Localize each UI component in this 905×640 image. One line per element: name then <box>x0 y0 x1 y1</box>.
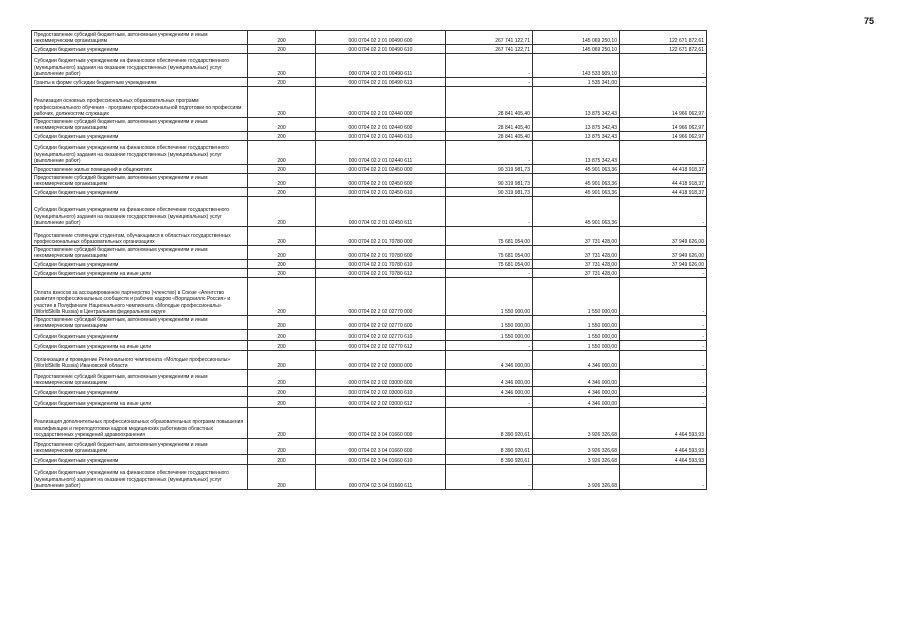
row-classification: 000 0704 02 3 04 01660 600 <box>316 439 446 455</box>
row-name: Субсидии бюджетным учреждениям на финансовое обеспечение государственного (муниципального) задания на оказание государственных (муниципальных) услуг (выполнение работ) <box>32 465 248 490</box>
row-code: 200 <box>248 141 316 165</box>
row-name: Субсидии бюджетным учреждениям <box>32 132 248 141</box>
row-value-executed: 145 069 250,10 <box>533 45 620 54</box>
row-classification: 000 0704 02 3 04 01660 000 <box>316 408 446 439</box>
table-row <box>32 118 707 132</box>
table-row <box>32 141 707 165</box>
table-row <box>32 465 707 490</box>
row-name: Оплата взносов за ассоциированное партнерство (членство) в Союзе «Агентство развития профессиональных сообществ и рабочих кадров «Ворлдскиллс Россия» и участие в Полуфинале Национального чемпионата «Молодые профессионалы» (WorldSkills Russia) в Центральном федеральном округе <box>32 278 248 316</box>
row-value-remaining: - <box>620 269 707 278</box>
row-value-remaining: 37 949 626,00 <box>620 227 707 246</box>
row-value-executed: 45 901 063,36 <box>533 188 620 197</box>
row-value-approved: 90 319 981,73 <box>446 188 533 197</box>
row-name: Предоставление субсидий бюджетным, автономным учреждениям и иным некоммерческим организациям <box>32 174 248 188</box>
row-code: 200 <box>248 165 316 174</box>
row-name: Предоставление субсидий бюджетным, автономным учреждениям и иным некоммерческим организациям <box>32 118 248 132</box>
table-row <box>32 197 707 227</box>
row-code: 200 <box>248 341 316 351</box>
row-value-remaining: - <box>620 78 707 87</box>
table-row <box>32 78 707 87</box>
row-name: Субсидии бюджетным учреждениям на иные цели <box>32 341 248 351</box>
table-row <box>32 227 707 246</box>
row-value-remaining: 122 671 872,61 <box>620 45 707 54</box>
row-value-remaining: 14 966 062,97 <box>620 87 707 118</box>
row-value-remaining: 44 418 918,37 <box>620 188 707 197</box>
row-classification: 000 0704 02 2 01 02450 600 <box>316 174 446 188</box>
row-name: Субсидии бюджетным учреждениям <box>32 455 248 465</box>
row-name: Предоставление субсидий бюджетным, автономным учреждениям и иным некоммерческим организациям <box>32 246 248 260</box>
row-classification: 000 0704 02 3 04 01660 611 <box>316 465 446 490</box>
row-name: Субсидии бюджетным учреждениям <box>32 45 248 54</box>
budget-table-body <box>32 31 707 490</box>
row-value-executed: 13 875 342,43 <box>533 118 620 132</box>
row-value-approved: 8 390 920,61 <box>446 408 533 439</box>
row-code: 200 <box>248 397 316 408</box>
row-value-remaining: - <box>620 141 707 165</box>
row-classification: 000 0704 02 2 02 03000 612 <box>316 397 446 408</box>
row-classification: 000 0704 02 2 01 70780 000 <box>316 227 446 246</box>
row-value-executed: 37 731 428,00 <box>533 269 620 278</box>
row-name: Субсидии бюджетным учреждениям на иные цели <box>32 269 248 278</box>
row-name: Предоставление субсидий бюджетным, автономным учреждениям и иным некоммерческим организациям <box>32 370 248 387</box>
row-value-executed: 37 731 428,00 <box>533 227 620 246</box>
row-value-executed: 1 550 000,00 <box>533 278 620 316</box>
row-code: 200 <box>248 370 316 387</box>
row-value-approved: 4 346 000,00 <box>446 387 533 397</box>
row-value-remaining: - <box>620 465 707 490</box>
row-classification: 000 0704 02 2 01 00490 613 <box>316 78 446 87</box>
row-classification: 000 0704 02 2 02 02770 000 <box>316 278 446 316</box>
row-code: 200 <box>248 246 316 260</box>
row-code: 200 <box>248 260 316 269</box>
row-code: 200 <box>248 269 316 278</box>
table-row <box>32 260 707 269</box>
row-name: Предоставление субсидий бюджетным, автономным учреждениям и иным некоммерческим организациям <box>32 316 248 330</box>
row-value-remaining: 4 464 593,93 <box>620 408 707 439</box>
row-value-remaining: 37 949 626,00 <box>620 246 707 260</box>
row-value-remaining: 4 464 593,93 <box>620 439 707 455</box>
row-code: 200 <box>248 408 316 439</box>
row-value-approved: 4 346 000,00 <box>446 351 533 370</box>
row-name: Субсидии бюджетным учреждениям <box>32 260 248 269</box>
table-row <box>32 370 707 387</box>
row-code: 200 <box>248 227 316 246</box>
row-value-executed: 4 346 000,00 <box>533 351 620 370</box>
page-number: 75 <box>864 16 875 26</box>
row-name: Организация и проведение Регионального чемпионата «Молодые профессионалы» (WorldSkills Russia) Ивановской области <box>32 351 248 370</box>
table-row <box>32 87 707 118</box>
table-row <box>32 408 707 439</box>
row-code: 200 <box>248 188 316 197</box>
row-value-approved: - <box>446 269 533 278</box>
row-code: 200 <box>248 455 316 465</box>
table-row <box>32 132 707 141</box>
row-name: Субсидии бюджетным учреждениям на иные цели <box>32 397 248 408</box>
table-row <box>32 397 707 408</box>
row-value-executed: 145 069 250,10 <box>533 31 620 45</box>
row-value-executed: 4 346 000,00 <box>533 387 620 397</box>
row-value-executed: 13 875 342,43 <box>533 132 620 141</box>
table-row <box>32 341 707 351</box>
row-name: Реализация дополнительных профессиональных образовательных программ повышения квалификации и переподготовки кадров медицинских работников областных государственных учреждений здравоохранения <box>32 408 248 439</box>
row-value-executed: 3 926 326,68 <box>533 408 620 439</box>
row-name: Гранты в форме субсидии бюджетным учреждениям <box>32 78 248 87</box>
table-row <box>32 165 707 174</box>
row-value-remaining: 44 418 918,37 <box>620 165 707 174</box>
row-value-executed: 37 731 428,00 <box>533 246 620 260</box>
row-value-executed: 13 875 342,43 <box>533 87 620 118</box>
row-value-approved: 4 346 000,00 <box>446 370 533 387</box>
row-classification: 000 0704 02 2 01 70780 612 <box>316 269 446 278</box>
row-name: Предоставление субсидий бюджетным, автономным учреждениям и иным некоммерческим организациям <box>32 439 248 455</box>
row-value-approved: 267 741 122,71 <box>446 31 533 45</box>
row-value-remaining: - <box>620 54 707 78</box>
table-row <box>32 351 707 370</box>
row-value-executed: 37 731 428,00 <box>533 260 620 269</box>
row-value-approved: - <box>446 78 533 87</box>
table-row <box>32 278 707 316</box>
table-row <box>32 316 707 330</box>
row-value-remaining: - <box>620 351 707 370</box>
row-code: 200 <box>248 87 316 118</box>
row-value-approved: 1 550 000,00 <box>446 278 533 316</box>
row-value-approved: 75 681 054,00 <box>446 227 533 246</box>
row-code: 200 <box>248 45 316 54</box>
table-row <box>32 246 707 260</box>
table-row <box>32 45 707 54</box>
row-code: 200 <box>248 197 316 227</box>
row-name: Субсидии бюджетным учреждениям на финансовое обеспечение государственного (муниципального) задания на оказание государственных (муниципальных) услуг (выполнение работ) <box>32 197 248 227</box>
row-value-executed: 4 346 000,00 <box>533 370 620 387</box>
row-value-remaining: - <box>620 278 707 316</box>
row-value-executed: 1 550 000,00 <box>533 316 620 330</box>
row-classification: 000 0704 02 2 01 70780 600 <box>316 246 446 260</box>
row-classification: 000 0704 02 2 02 03000 600 <box>316 370 446 387</box>
row-value-approved: - <box>446 397 533 408</box>
row-name: Предоставление стипендии студентам, обучающимся в областных государственных профессиональных образовательных организациях <box>32 227 248 246</box>
row-name: Предоставление жилых помещений в общежитиях <box>32 165 248 174</box>
row-value-approved: 75 681 054,00 <box>446 246 533 260</box>
row-value-executed: 45 901 063,36 <box>533 174 620 188</box>
row-value-executed: 4 346 000,00 <box>533 397 620 408</box>
row-value-executed: 13 875 342,43 <box>533 141 620 165</box>
row-classification: 000 0704 02 2 01 70780 610 <box>316 260 446 269</box>
row-value-executed: 1 550 000,00 <box>533 341 620 351</box>
row-value-approved: 28 841 405,40 <box>446 87 533 118</box>
row-value-approved: - <box>446 141 533 165</box>
row-value-approved: 90 319 981,73 <box>446 165 533 174</box>
row-value-approved: 28 841 405,40 <box>446 132 533 141</box>
row-value-approved: - <box>446 341 533 351</box>
row-value-executed: 45 901 063,36 <box>533 165 620 174</box>
row-classification: 000 0704 02 2 01 00490 600 <box>316 31 446 45</box>
row-name: Субсидии бюджетным учреждениям <box>32 330 248 341</box>
row-value-executed: 3 926 326,68 <box>533 455 620 465</box>
row-value-remaining: 37 949 626,00 <box>620 260 707 269</box>
row-classification: 000 0704 02 2 01 02440 610 <box>316 132 446 141</box>
row-value-executed: 3 926 326,68 <box>533 465 620 490</box>
row-value-executed: 45 901 063,36 <box>533 197 620 227</box>
row-code: 200 <box>248 351 316 370</box>
row-classification: 000 0704 02 2 01 02450 000 <box>316 165 446 174</box>
budget-table <box>31 30 707 490</box>
row-value-executed: 1 550 000,00 <box>533 330 620 341</box>
row-name: Субсидии бюджетным учреждениям <box>32 387 248 397</box>
table-row <box>32 188 707 197</box>
row-classification: 000 0704 02 2 01 02450 611 <box>316 197 446 227</box>
row-code: 200 <box>248 174 316 188</box>
row-classification: 000 0704 02 2 01 02440 611 <box>316 141 446 165</box>
row-code: 200 <box>248 387 316 397</box>
row-value-approved: - <box>446 54 533 78</box>
row-value-approved: 75 681 054,00 <box>446 260 533 269</box>
row-value-approved: - <box>446 465 533 490</box>
row-code: 200 <box>248 330 316 341</box>
row-value-remaining: - <box>620 387 707 397</box>
row-classification: 000 0704 02 2 02 03000 000 <box>316 351 446 370</box>
table-row <box>32 330 707 341</box>
row-classification: 000 0704 02 2 02 02770 612 <box>316 341 446 351</box>
row-value-remaining: 14 966 062,97 <box>620 118 707 132</box>
row-value-remaining: - <box>620 330 707 341</box>
table-row <box>32 269 707 278</box>
row-name: Субсидии бюджетным учреждениям на финансовое обеспечение государственного (муниципального) задания на оказание государственных (муниципальных) услуг (выполнение работ) <box>32 54 248 78</box>
row-value-remaining: 4 464 593,93 <box>620 455 707 465</box>
row-classification: 000 0704 02 2 01 02440 000 <box>316 87 446 118</box>
row-value-remaining: - <box>620 397 707 408</box>
row-name: Субсидии бюджетным учреждениям на финансовое обеспечение государственного (муниципального) задания на оказание государственных (муниципальных) услуг (выполнение работ) <box>32 141 248 165</box>
row-classification: 000 0704 02 2 02 02770 600 <box>316 316 446 330</box>
row-code: 200 <box>248 132 316 141</box>
row-value-executed: 143 533 909,10 <box>533 54 620 78</box>
row-value-remaining: 44 418 918,37 <box>620 174 707 188</box>
row-value-remaining: - <box>620 341 707 351</box>
row-code: 200 <box>248 31 316 45</box>
row-value-executed: 1 535 341,00 <box>533 78 620 87</box>
row-value-remaining: 122 671 872,61 <box>620 31 707 45</box>
row-code: 200 <box>248 278 316 316</box>
row-classification: 000 0704 02 2 01 00490 611 <box>316 54 446 78</box>
row-classification: 000 0704 02 2 02 03000 610 <box>316 387 446 397</box>
table-row <box>32 174 707 188</box>
row-value-approved: 267 741 122,71 <box>446 45 533 54</box>
row-value-executed: 3 926 326,68 <box>533 439 620 455</box>
row-code: 200 <box>248 54 316 78</box>
table-row <box>32 387 707 397</box>
row-name: Субсидии бюджетным учреждениям <box>32 188 248 197</box>
row-name: Предоставление субсидий бюджетным, автономным учреждениям и иным некоммерческим организациям <box>32 31 248 45</box>
table-row <box>32 31 707 45</box>
row-value-approved: 90 319 981,73 <box>446 174 533 188</box>
table-row <box>32 54 707 78</box>
row-code: 200 <box>248 316 316 330</box>
table-row <box>32 455 707 465</box>
table-row <box>32 439 707 455</box>
row-value-approved: 1 550 000,00 <box>446 316 533 330</box>
row-code: 200 <box>248 78 316 87</box>
row-value-approved: 8 390 920,61 <box>446 439 533 455</box>
row-value-approved: 8 390 920,61 <box>446 455 533 465</box>
row-classification: 000 0704 02 3 04 01660 610 <box>316 455 446 465</box>
row-value-approved: 1 550 000,00 <box>446 330 533 341</box>
row-classification: 000 0704 02 2 01 02440 600 <box>316 118 446 132</box>
row-classification: 000 0704 02 2 01 00490 610 <box>316 45 446 54</box>
row-code: 200 <box>248 439 316 455</box>
row-value-remaining: - <box>620 316 707 330</box>
row-value-remaining: - <box>620 197 707 227</box>
row-classification: 000 0704 02 2 01 02450 610 <box>316 188 446 197</box>
row-code: 200 <box>248 465 316 490</box>
row-name: Реализация основных профессиональных образовательных программ профессионального обучения - программ профессиональной подготовки по профессиям рабочих, должностям служащих <box>32 87 248 118</box>
row-value-remaining: 14 966 062,97 <box>620 132 707 141</box>
row-classification: 000 0704 02 2 02 02770 610 <box>316 330 446 341</box>
row-value-approved: 28 841 405,40 <box>446 118 533 132</box>
row-value-approved: - <box>446 197 533 227</box>
row-code: 200 <box>248 118 316 132</box>
row-value-remaining: - <box>620 370 707 387</box>
